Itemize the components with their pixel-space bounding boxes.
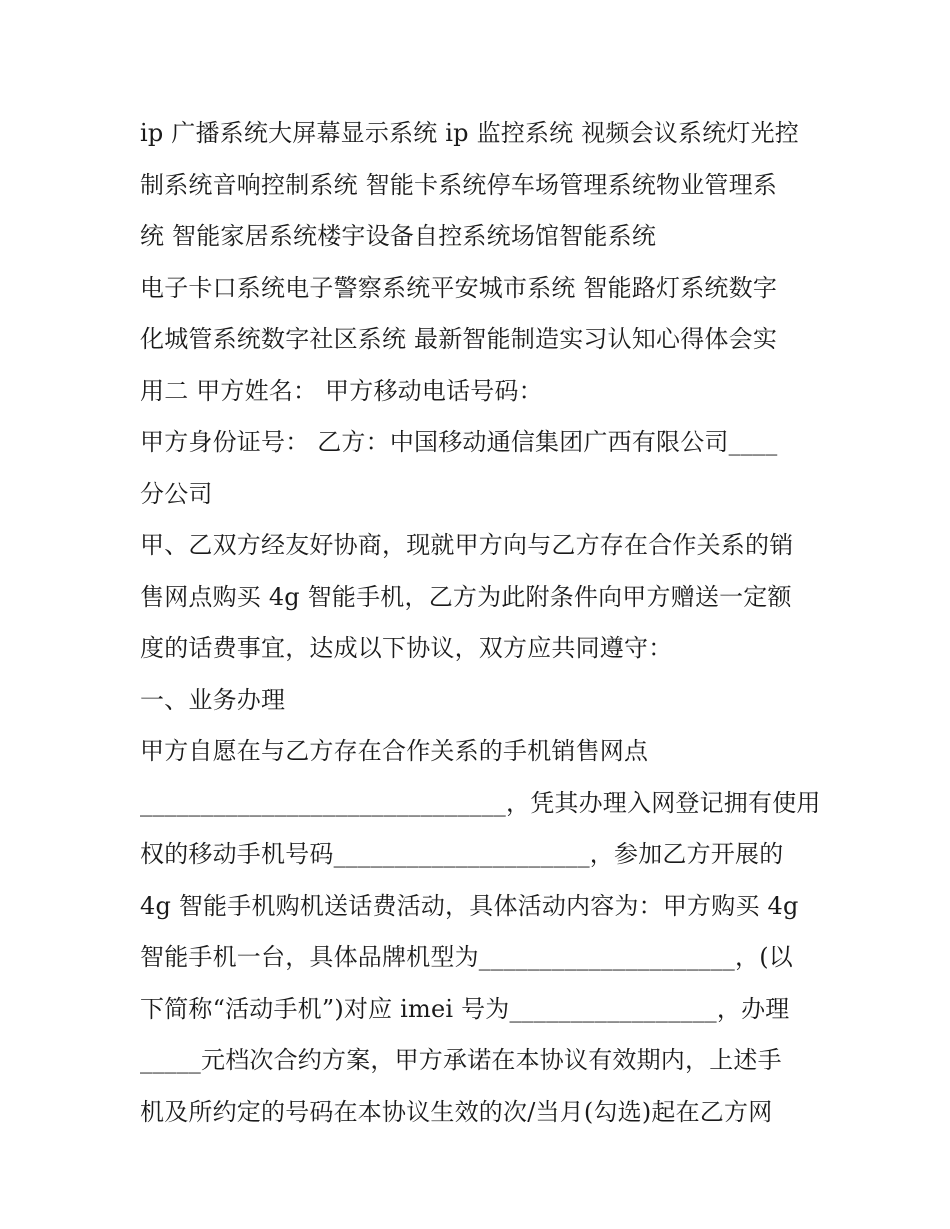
text-line: 制系统音响控制系统 智能卡系统停车场管理系统物业管理系 [140, 170, 778, 199]
text-line: 下简称“活动手机”)对应 imei 号为_________________，办理 [140, 994, 790, 1023]
text-line: 甲方身份证号： 乙方：中国移动通信集团广西有限公司____ [140, 428, 778, 456]
text-line: _____元档次合约方案，甲方承诺在本协议有效期内，上述手 [140, 1046, 782, 1074]
text-line: 4g 智能手机购机送话费活动，具体活动内容为：甲方购买 4g [140, 891, 799, 920]
text-line: 度的话费事宜，达成以下协议，双方应共同遵守： [140, 634, 673, 662]
document-body [140, 108, 820, 1138]
text-line: 甲方自愿在与乙方存在合作关系的手机销售网点 [140, 737, 649, 765]
text-line: 化城管系统数字社区系统 最新智能制造实习认知心得体会实 [140, 325, 778, 353]
text-line: 甲、乙双方经友好协商，现就甲方向与乙方存在合作关系的销 [140, 531, 794, 559]
text-line: ip 广播系统大屏幕显示系统 ip 监控系统 视频会议系统灯光控 [140, 119, 799, 147]
text-line: 机及所约定的号码在本协议生效的次/当月(勾选)起在乙方网 [140, 1097, 773, 1126]
text-line: ______________________________，凭其办理入网登记拥有使用 [140, 788, 821, 817]
text-line: 分公司 [140, 479, 213, 508]
text-line: 售网点购买 4g 智能手机，乙方为此附条件向甲方赠送一定额 [140, 582, 792, 611]
text-line: 电子卡口系统电子警察系统平安城市系统 智能路灯系统数字 [140, 273, 778, 302]
text-line: 统 智能家居系统楼宇设备自控系统场馆智能系统 [140, 222, 657, 250]
text-line: 用二 甲方姓名： 甲方移动电话号码： [140, 376, 543, 405]
text-line: 权的移动手机号码_____________________，参加乙方开展的 [140, 840, 784, 868]
text-line: 智能手机一台，具体品牌机型为_____________________，(以 [140, 943, 793, 971]
section-heading: 一、业务办理 [140, 685, 286, 714]
